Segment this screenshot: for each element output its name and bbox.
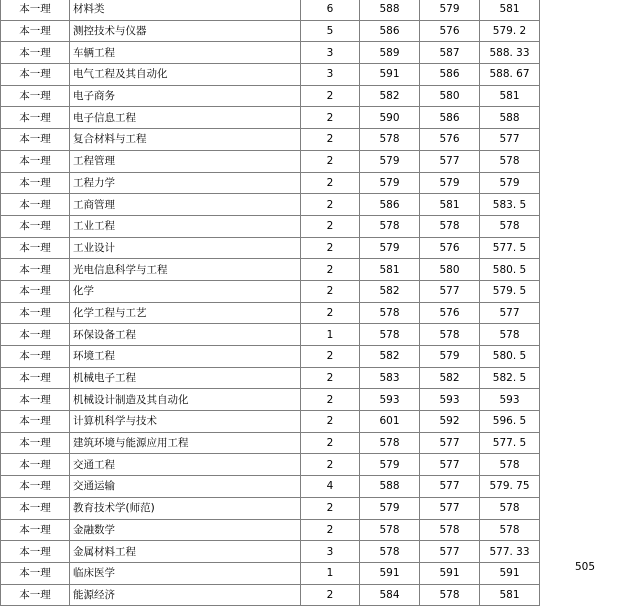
table-row	[1, 215, 540, 237]
avg-score-cell: 579. 2	[480, 20, 540, 42]
batch-cell: 本一理	[1, 150, 70, 172]
max-score-cell: 590	[360, 107, 420, 129]
major-cell: 建筑环境与能源应用工程	[70, 432, 301, 454]
min-score-cell: 577	[420, 541, 480, 563]
count-cell: 2	[301, 215, 360, 237]
min-score-cell: 587	[420, 42, 480, 64]
count-cell: 2	[301, 237, 360, 259]
avg-score-cell: 578	[480, 215, 540, 237]
major-cell: 电气工程及其自动化	[70, 64, 301, 86]
min-score-cell: 578	[420, 324, 480, 346]
batch-cell: 本一理	[1, 346, 70, 368]
count-cell: 2	[301, 432, 360, 454]
major-cell: 化学	[70, 280, 301, 302]
major-cell: 环境工程	[70, 346, 301, 368]
min-score-cell: 576	[420, 302, 480, 324]
batch-cell: 本一理	[1, 432, 70, 454]
table-row	[1, 150, 540, 172]
batch-cell: 本一理	[1, 476, 70, 498]
major-cell: 金属材料工程	[70, 541, 301, 563]
table-row	[1, 42, 540, 64]
side-value: 505	[575, 561, 596, 573]
avg-score-cell: 579. 75	[480, 476, 540, 498]
max-score-cell: 581	[360, 259, 420, 281]
max-score-cell: 586	[360, 20, 420, 42]
min-score-cell: 577	[420, 454, 480, 476]
max-score-cell: 591	[360, 64, 420, 86]
count-cell: 6	[301, 0, 360, 20]
major-cell: 机械设计制造及其自动化	[70, 389, 301, 411]
max-score-cell: 579	[360, 497, 420, 519]
min-score-cell: 576	[420, 20, 480, 42]
batch-cell: 本一理	[1, 497, 70, 519]
min-score-cell: 577	[420, 280, 480, 302]
min-score-cell: 592	[420, 411, 480, 433]
max-score-cell: 583	[360, 367, 420, 389]
batch-cell: 本一理	[1, 259, 70, 281]
batch-cell: 本一理	[1, 237, 70, 259]
count-cell: 2	[301, 259, 360, 281]
avg-score-cell: 581	[480, 0, 540, 20]
batch-cell: 本一理	[1, 107, 70, 129]
count-cell: 2	[301, 107, 360, 129]
table-row	[1, 280, 540, 302]
major-cell: 化学工程与工艺	[70, 302, 301, 324]
batch-cell: 本一理	[1, 562, 70, 584]
max-score-cell: 586	[360, 194, 420, 216]
count-cell: 2	[301, 454, 360, 476]
min-score-cell: 576	[420, 237, 480, 259]
avg-score-cell: 588. 67	[480, 64, 540, 86]
count-cell: 3	[301, 64, 360, 86]
major-cell: 机械电子工程	[70, 367, 301, 389]
max-score-cell: 578	[360, 519, 420, 541]
batch-cell: 本一理	[1, 64, 70, 86]
batch-cell: 本一理	[1, 454, 70, 476]
table-row	[1, 85, 540, 107]
max-score-cell: 582	[360, 280, 420, 302]
batch-cell: 本一理	[1, 389, 70, 411]
max-score-cell: 588	[360, 0, 420, 20]
major-cell: 金融数学	[70, 519, 301, 541]
batch-cell: 本一理	[1, 42, 70, 64]
max-score-cell: 578	[360, 302, 420, 324]
count-cell: 2	[301, 172, 360, 194]
max-score-cell: 579	[360, 454, 420, 476]
count-cell: 2	[301, 302, 360, 324]
min-score-cell: 593	[420, 389, 480, 411]
table-row	[1, 454, 540, 476]
major-cell: 车辆工程	[70, 42, 301, 64]
min-score-cell: 582	[420, 367, 480, 389]
major-cell: 电子信息工程	[70, 107, 301, 129]
batch-cell: 本一理	[1, 280, 70, 302]
max-score-cell: 579	[360, 150, 420, 172]
max-score-cell: 579	[360, 237, 420, 259]
max-score-cell: 578	[360, 432, 420, 454]
table-row	[1, 584, 540, 606]
avg-score-cell: 583. 5	[480, 194, 540, 216]
major-cell: 工业设计	[70, 237, 301, 259]
table-row	[1, 129, 540, 151]
avg-score-cell: 596. 5	[480, 411, 540, 433]
min-score-cell: 591	[420, 562, 480, 584]
avg-score-cell: 578	[480, 454, 540, 476]
table-row	[1, 411, 540, 433]
max-score-cell: 588	[360, 476, 420, 498]
min-score-cell: 576	[420, 129, 480, 151]
major-cell: 测控技术与仪器	[70, 20, 301, 42]
major-cell: 交通运输	[70, 476, 301, 498]
count-cell: 2	[301, 129, 360, 151]
count-cell: 2	[301, 194, 360, 216]
min-score-cell: 577	[420, 150, 480, 172]
avg-score-cell: 580. 5	[480, 259, 540, 281]
major-cell: 工程力学	[70, 172, 301, 194]
major-cell: 工程管理	[70, 150, 301, 172]
avg-score-cell: 577. 5	[480, 237, 540, 259]
batch-cell: 本一理	[1, 519, 70, 541]
table-body	[1, 0, 540, 606]
avg-score-cell: 582. 5	[480, 367, 540, 389]
min-score-cell: 586	[420, 107, 480, 129]
count-cell: 2	[301, 85, 360, 107]
table-row	[1, 367, 540, 389]
avg-score-cell: 578	[480, 150, 540, 172]
batch-cell: 本一理	[1, 367, 70, 389]
count-cell: 2	[301, 584, 360, 606]
batch-cell: 本一理	[1, 194, 70, 216]
avg-score-cell: 579	[480, 172, 540, 194]
min-score-cell: 577	[420, 497, 480, 519]
major-cell: 教育技术学(师范)	[70, 497, 301, 519]
table-row	[1, 541, 540, 563]
table-row	[1, 172, 540, 194]
max-score-cell: 589	[360, 42, 420, 64]
avg-score-cell: 588. 33	[480, 42, 540, 64]
table-row	[1, 64, 540, 86]
min-score-cell: 578	[420, 215, 480, 237]
max-score-cell: 579	[360, 172, 420, 194]
batch-cell: 本一理	[1, 0, 70, 20]
max-score-cell: 601	[360, 411, 420, 433]
count-cell: 4	[301, 476, 360, 498]
count-cell: 2	[301, 150, 360, 172]
table-row	[1, 302, 540, 324]
table-row	[1, 259, 540, 281]
table-row	[1, 432, 540, 454]
avg-score-cell: 581	[480, 85, 540, 107]
count-cell: 2	[301, 389, 360, 411]
count-cell: 2	[301, 367, 360, 389]
major-cell: 材料类	[70, 0, 301, 20]
table-row	[1, 194, 540, 216]
avg-score-cell: 591	[480, 562, 540, 584]
count-cell: 2	[301, 411, 360, 433]
table-row	[1, 237, 540, 259]
batch-cell: 本一理	[1, 20, 70, 42]
min-score-cell: 577	[420, 476, 480, 498]
table-row	[1, 497, 540, 519]
min-score-cell: 579	[420, 0, 480, 20]
major-cell: 电子商务	[70, 85, 301, 107]
min-score-cell: 586	[420, 64, 480, 86]
avg-score-cell: 577. 5	[480, 432, 540, 454]
major-cell: 交通工程	[70, 454, 301, 476]
batch-cell: 本一理	[1, 172, 70, 194]
major-cell: 复合材料与工程	[70, 129, 301, 151]
major-cell: 环保设备工程	[70, 324, 301, 346]
major-cell: 光电信息科学与工程	[70, 259, 301, 281]
table-row	[1, 0, 540, 20]
major-cell: 临床医学	[70, 562, 301, 584]
min-score-cell: 579	[420, 346, 480, 368]
major-cell: 工商管理	[70, 194, 301, 216]
min-score-cell: 578	[420, 584, 480, 606]
max-score-cell: 584	[360, 584, 420, 606]
count-cell: 3	[301, 42, 360, 64]
table-row	[1, 324, 540, 346]
max-score-cell: 593	[360, 389, 420, 411]
count-cell: 3	[301, 541, 360, 563]
avg-score-cell: 578	[480, 497, 540, 519]
batch-cell: 本一理	[1, 411, 70, 433]
max-score-cell: 578	[360, 541, 420, 563]
min-score-cell: 581	[420, 194, 480, 216]
major-cell: 能源经济	[70, 584, 301, 606]
table-row	[1, 20, 540, 42]
table-row	[1, 346, 540, 368]
min-score-cell: 579	[420, 172, 480, 194]
max-score-cell: 578	[360, 129, 420, 151]
avg-score-cell: 579. 5	[480, 280, 540, 302]
table-row	[1, 107, 540, 129]
avg-score-cell: 578	[480, 519, 540, 541]
major-cell: 工业工程	[70, 215, 301, 237]
count-cell: 5	[301, 20, 360, 42]
max-score-cell: 582	[360, 85, 420, 107]
table-row	[1, 562, 540, 584]
table-row	[1, 389, 540, 411]
avg-score-cell: 588	[480, 107, 540, 129]
batch-cell: 本一理	[1, 85, 70, 107]
count-cell: 2	[301, 519, 360, 541]
table-row	[1, 519, 540, 541]
avg-score-cell: 593	[480, 389, 540, 411]
min-score-cell: 580	[420, 259, 480, 281]
major-cell: 计算机科学与技术	[70, 411, 301, 433]
avg-score-cell: 580. 5	[480, 346, 540, 368]
batch-cell: 本一理	[1, 541, 70, 563]
max-score-cell: 578	[360, 215, 420, 237]
avg-score-cell: 581	[480, 584, 540, 606]
max-score-cell: 591	[360, 562, 420, 584]
batch-cell: 本一理	[1, 584, 70, 606]
count-cell: 2	[301, 346, 360, 368]
avg-score-cell: 578	[480, 324, 540, 346]
table-row	[1, 476, 540, 498]
avg-score-cell: 577	[480, 129, 540, 151]
min-score-cell: 577	[420, 432, 480, 454]
max-score-cell: 582	[360, 346, 420, 368]
count-cell: 2	[301, 497, 360, 519]
batch-cell: 本一理	[1, 129, 70, 151]
batch-cell: 本一理	[1, 324, 70, 346]
avg-score-cell: 577. 33	[480, 541, 540, 563]
count-cell: 2	[301, 280, 360, 302]
count-cell: 1	[301, 324, 360, 346]
count-cell: 1	[301, 562, 360, 584]
min-score-cell: 580	[420, 85, 480, 107]
avg-score-cell: 577	[480, 302, 540, 324]
batch-cell: 本一理	[1, 302, 70, 324]
min-score-cell: 578	[420, 519, 480, 541]
batch-cell: 本一理	[1, 215, 70, 237]
max-score-cell: 578	[360, 324, 420, 346]
